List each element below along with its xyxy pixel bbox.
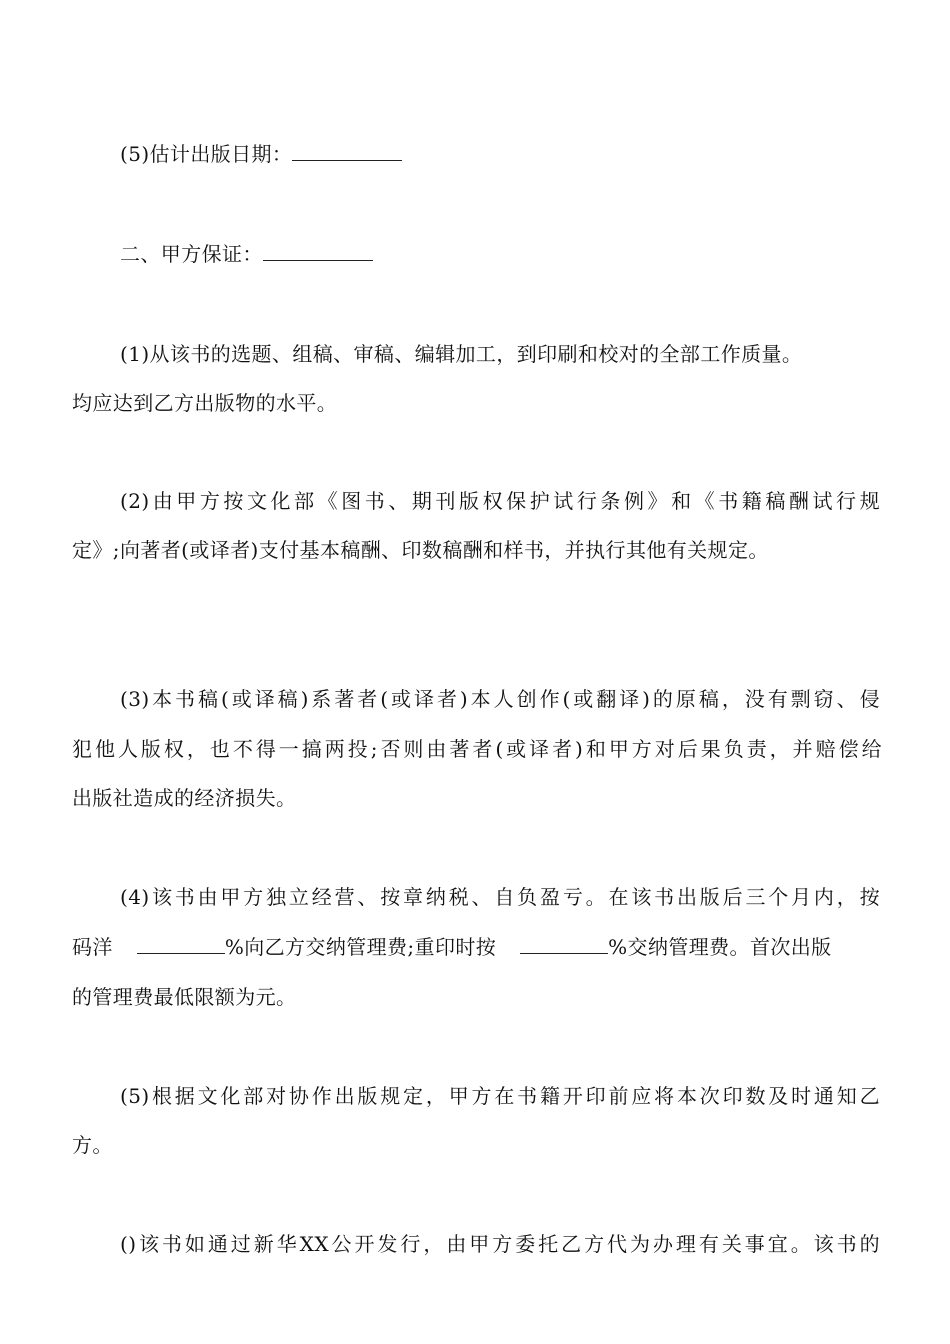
section-two-heading — [120, 241, 930, 267]
section-two-label: 二、甲方保证： — [120, 242, 263, 266]
item3-line3: 出版社造成的经济损失。 — [72, 786, 297, 810]
item4-line1: (4)该书由甲方独立经营、按章纳税、自负盈亏。在该书出版后三个月内，按 — [120, 885, 880, 909]
item4-text-a: 码洋 — [72, 935, 113, 959]
item6-line1: ()该书如通过新华XX公开发行，由甲方委托乙方代为办理有关事宜。该书的 — [120, 1232, 880, 1256]
item4-line2 — [72, 934, 882, 960]
item5-line1: (5)根据文化部对协作出版规定，甲方在书籍开印前应将本次印数及时通知乙 — [120, 1084, 880, 1108]
item2-line1: (2)由甲方按文化部《图书、期刊版权保护试行条例》和《书籍稿酬试行规 — [120, 489, 880, 513]
item3-line1: (3)本书稿(或译稿)系著者(或译者)本人创作(或翻译)的原稿，没有剽窃、侵 — [120, 687, 880, 711]
item1-line1: (1)从该书的选题、组稿、审稿、编辑加工，到印刷和校对的全部工作质量。 — [120, 342, 803, 366]
item1-line2: 均应达到乙方出版物的水平。 — [72, 391, 338, 415]
item4-line3: 的管理费最低限额为元。 — [72, 985, 297, 1009]
item2-line2: 定》;向著者(或译者)支付基本稿酬、印数稿酬和样书，并执行其他有关规定。 — [72, 538, 769, 562]
item4-text-c: %交纳管理费。首次出版 — [608, 935, 832, 959]
item4-blank-1 — [137, 935, 225, 954]
estimate-date-label: (5)估计出版日期： — [120, 142, 293, 166]
section-two-blank — [263, 242, 373, 261]
item3-line2: 犯他人版权，也不得一搞两投;否则由著者(或译者)和甲方对后果负责，并赔偿给 — [72, 737, 882, 761]
item4-blank-2 — [520, 935, 608, 954]
estimate-date-line — [120, 141, 930, 167]
item5-line2: 方。 — [72, 1133, 113, 1157]
estimate-date-blank — [292, 142, 402, 161]
item4-text-b: %向乙方交纳管理费;重印时按 — [224, 935, 497, 959]
